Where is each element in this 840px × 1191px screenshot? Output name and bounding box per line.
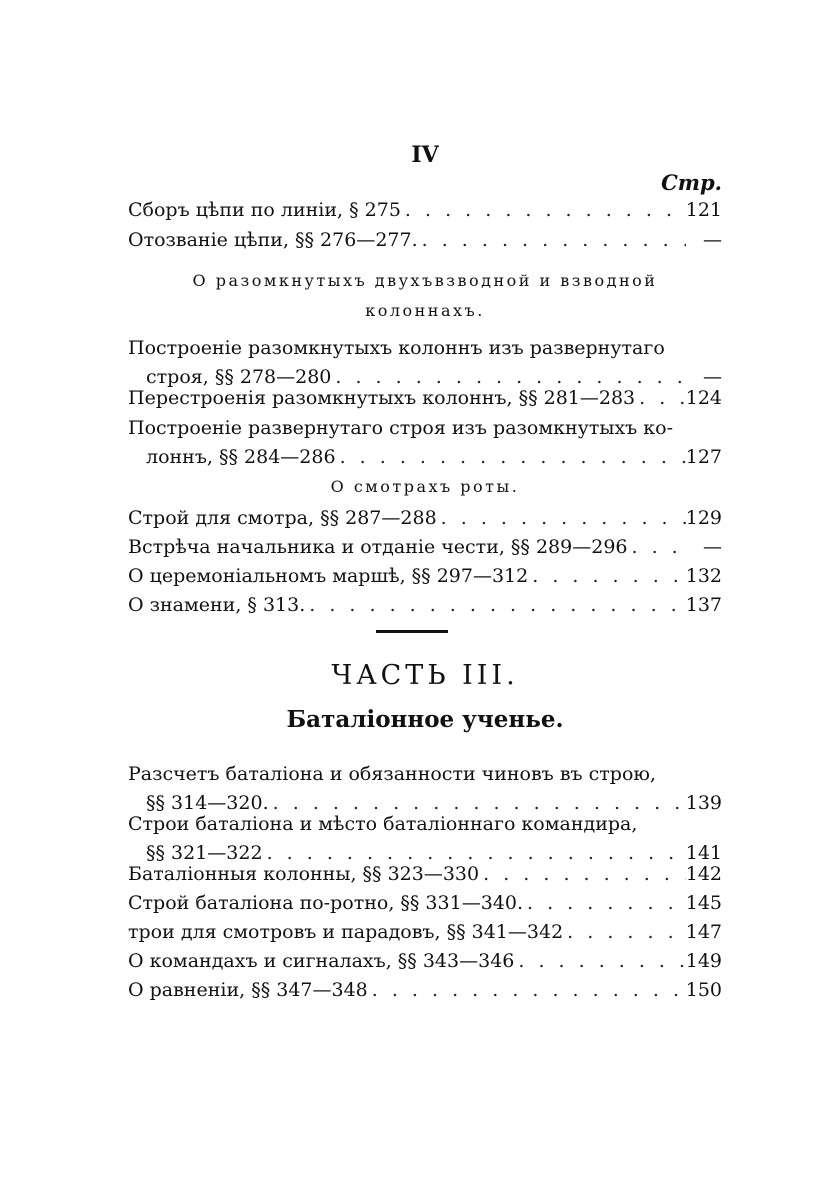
- divider-rule: [376, 630, 448, 633]
- toc-entry: [128, 889, 722, 918]
- dot-leader: [336, 443, 686, 472]
- toc-entry: [128, 860, 722, 889]
- entry-title: Отозваніе цѣпи, §§ 276—277.: [128, 229, 418, 251]
- entry-page: 147: [685, 921, 722, 943]
- dot-leader: [401, 196, 686, 225]
- entry-title: Строй для смотра, §§ 287—288: [128, 507, 437, 529]
- toc-entry: [128, 226, 722, 255]
- entry-page: 127: [685, 446, 722, 468]
- dot-leader: [563, 918, 686, 947]
- entry-page: 124: [685, 387, 722, 409]
- entry-page: 142: [685, 863, 722, 885]
- entry-title: трои для смотровъ и парадовъ, §§ 341—342: [128, 921, 564, 943]
- entry-page: 132: [685, 565, 722, 587]
- section-heading: О смотрахъ роты.: [330, 477, 520, 496]
- part-subtitle: Баталіонное ученье.: [286, 706, 564, 733]
- dot-leader: [514, 947, 685, 976]
- entry-title-line2: §§ 321—322: [146, 842, 263, 864]
- entry-page: 121: [685, 199, 722, 221]
- dot-leader: [305, 591, 685, 620]
- entry-page: 141: [685, 842, 722, 864]
- dot-leader: [635, 384, 686, 413]
- entry-page: —: [703, 366, 722, 388]
- entry-page: 150: [685, 979, 722, 1001]
- entry-title: Перестроенія разомкнутыхъ колоннъ, §§ 281—283: [128, 387, 636, 409]
- entry-page: —: [703, 536, 722, 558]
- dot-leader: [368, 976, 686, 1005]
- dot-leader: [437, 504, 686, 533]
- page-number: IV: [411, 142, 439, 168]
- entry-title-line1: Построеніе разомкнутыхъ колоннъ изъ развернутаго: [128, 337, 665, 359]
- entry-page: 149: [685, 950, 722, 972]
- toc-entry: [128, 976, 722, 1005]
- entry-title-line1: Разсчетъ баталіона и обязанности чиновъ въ строю,: [128, 763, 656, 785]
- entry-page: 139: [685, 792, 722, 814]
- entry-title-line1: Построеніе развернутаго строя изъ разомкнутыхъ ко-: [128, 417, 674, 439]
- dot-leader: [628, 533, 686, 562]
- entry-title: О равненіи, §§ 347—348: [128, 979, 368, 1001]
- toc-entry: [128, 562, 722, 591]
- dot-leader: [523, 889, 686, 918]
- entry-title-line2: лоннъ, §§ 284—286: [146, 446, 336, 468]
- section-heading: О разомкнутыхъ двухъвзводной и взводной: [192, 271, 658, 290]
- entry-page: 137: [685, 594, 722, 616]
- section-heading-cont: колоннахъ.: [365, 301, 485, 320]
- entry-title: О церемоніальномъ маршѣ, §§ 297—312: [128, 565, 529, 587]
- toc-entry: [128, 918, 722, 947]
- toc-entry: [128, 947, 722, 976]
- entry-title: О командахъ и сигналахъ, §§ 343—346: [128, 950, 515, 972]
- entry-page: —: [703, 229, 722, 251]
- toc-entry: [128, 196, 722, 225]
- entry-title-line2: строя, §§ 278—280: [146, 366, 332, 388]
- toc-entry: [128, 414, 722, 472]
- entry-title-line1: Строи баталіона и мѣсто баталіоннаго командира,: [128, 813, 638, 835]
- dot-leader: [528, 562, 686, 591]
- dot-leader: [479, 860, 686, 889]
- entry-title: Сборъ цѣпи по линіи, § 275: [128, 199, 401, 221]
- dot-leader: [418, 226, 686, 255]
- part-title: ЧАСТЬ III.: [331, 660, 519, 691]
- entry-title: Баталіонныя колонны, §§ 323—330: [128, 863, 480, 885]
- entry-title: Строй баталіона по-ротно, §§ 331—340.: [128, 892, 524, 914]
- entry-page: 145: [685, 892, 722, 914]
- toc-entry: [128, 384, 722, 413]
- entry-title: Встрѣча начальника и отданіе чести, §§ 289—296: [128, 536, 628, 558]
- toc-entry: [128, 591, 722, 620]
- toc-entry: [128, 533, 722, 562]
- entry-title-line2: §§ 314—320.: [146, 792, 269, 814]
- entry-page: 129: [685, 507, 722, 529]
- toc-entry: [128, 504, 722, 533]
- column-header-page: Стр.: [661, 170, 722, 195]
- entry-title: О знамени, § 313.: [128, 594, 306, 616]
